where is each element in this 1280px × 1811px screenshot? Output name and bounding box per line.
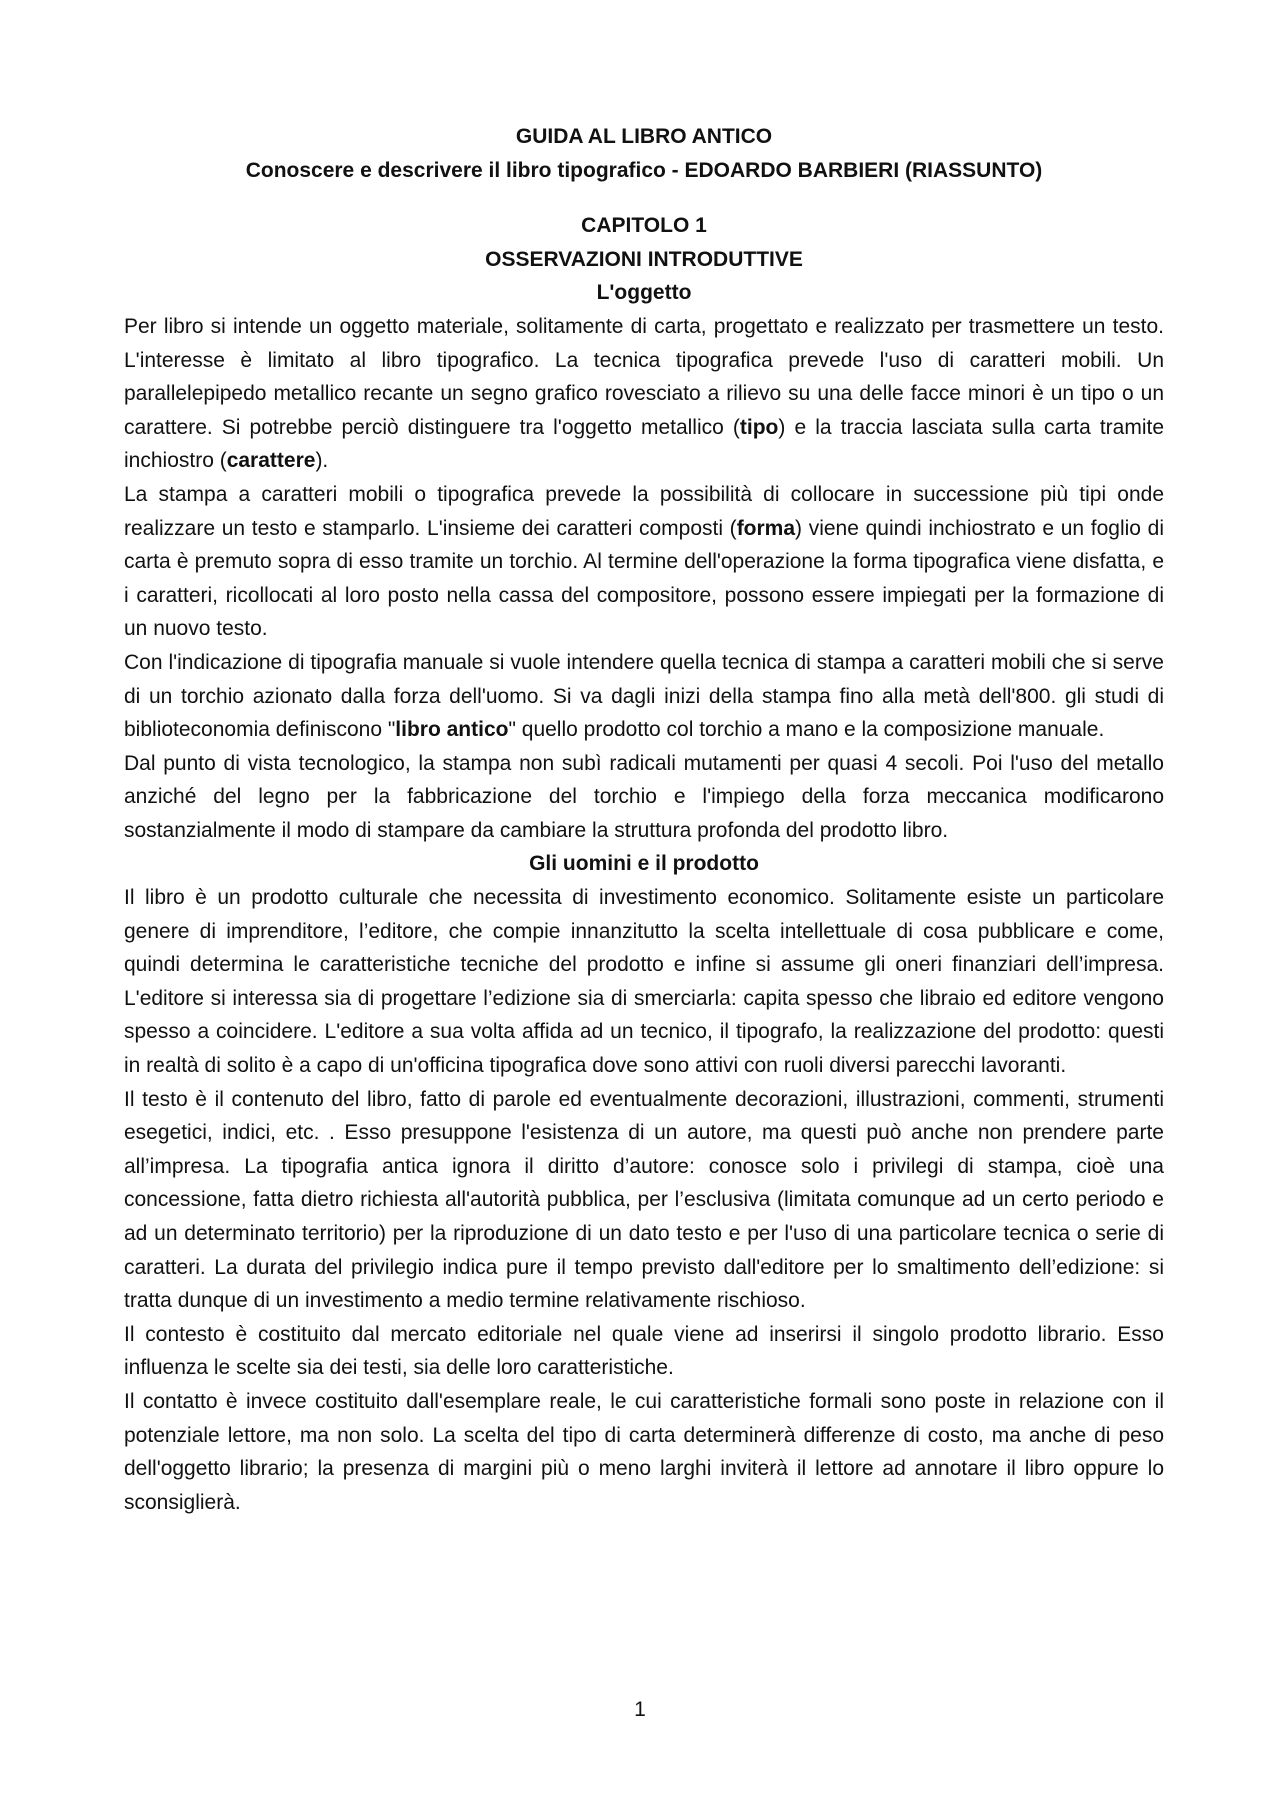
paragraph: Dal punto di vista tecnologico, la stampa non subì radicali mutamenti per quasi 4 secoli. Poi l'uso del metallo anziché del legno per la fabbricazione del torchio e l'impiego della forza meccanica modificarono sostanzialmente il modo di stampare da cambiare la struttura profonda del prodotto libro. [124,751,1164,842]
bold-term: libro antico [395,718,509,742]
paragraph: Per libro si intende un oggetto materiale, solitamente di carta, progettato e realizzato per trasmettere un testo. L'interesse è limitato al libro tipografico. La tecnica tipografica prevede l'uso di caratteri mobili. Un parallelepipedo metallico recante un segno grafico rovesciato a rilievo su una delle facce minori è un tipo o un carattere. Si potrebbe perciò distinguere tra l'oggetto metallico (tipo) e la traccia lasciata sulla carta tramite inchiostro (carattere). [124,314,1164,473]
section-heading: Gli uomini e il prodotto [529,852,759,876]
paragraph: Il libro è un prodotto culturale che necessita di investimento economico. Solitamente esiste un particolare genere di imprenditore, l’editore, che compie innanzitutto la scelta intellettuale di cosa pubblicare e come, quindi determina le caratteristiche tecniche del prodotto e infine si assume gli oneri finanziari dell’impresa. L'editore si interessa sia di progettare l’edizione sia di smerciarla: capita spesso che libraio ed editore vengono spesso a coincidere. L'editore a sua volta affida ad un tecnico, il tipografo, la realizzazione del prodotto: questi in realtà di solito è a capo di un'officina tipografica dove sono attivi con ruoli diversi parecchi lavoranti. [124,886,1164,1078]
document-body [124,120,1164,1519]
bold-term: forma [736,516,796,540]
page-number: 1 [634,1698,646,1721]
bold-term: tipo [739,415,779,439]
paragraph: Il testo è il contenuto del libro, fatto di parole ed eventualmente decorazioni, illustrazioni, commenti, strumenti esegetici, indici, etc. . Esso presuppone l'esistenza di un autore, ma questi può anche non prendere parte all’impresa. La tipografia antica ignora il diritto d’autore: conosce solo i privilegi di stampa, cioè una concessione, fatta dietro richiesta all'autorità pubblica, per l’esclusiva (limitata comunque ad un certo periodo e ad un determinato territorio) per la riproduzione di un dato testo e per l'uso di una particolare tecnica o serie di caratteri. La durata del privilegio indica pure il tempo previsto dall'editore per lo smaltimento dell’edizione: si tratta dunque di un investimento a medio termine relativamente rischioso. [124,1087,1164,1313]
paragraph: Il contatto è invece costituito dall'esemplare reale, le cui caratteristiche formali sono poste in relazione con il potenziale lettore, ma non solo. La scelta del tipo di carta determinerà differenze di costo, ma anche di peso dell'oggetto librario; la presenza di margini più o meno larghi inviterà il lettore ad annotare il libro oppure lo sconsiglierà. [124,1389,1164,1514]
document-title: GUIDA AL LIBRO ANTICO [515,125,773,148]
bold-term: carattere [226,449,316,473]
paragraph: Il contesto è costituito dal mercato editoriale nel quale viene ad inserirsi il singolo prodotto librario. Esso influenza le scelte sia dei testi, sia delle loro caratteristiche. [124,1322,1164,1380]
chapter-title: OSSERVAZIONI INTRODUTTIVE [485,247,803,271]
section-heading: L'oggetto [596,281,692,305]
chapter-number: CAPITOLO 1 [581,214,707,238]
paragraph: La stampa a caratteri mobili o tipografica prevede la possibilità di collocare in successione più tipi onde realizzare un testo e stamparlo. L'insieme dei caratteri composti (forma) viene quindi inchiostrato e un foglio di carta è premuto sopra di esso tramite un torchio. Al termine dell'operazione la forma tipografica viene disfatta, e i caratteri, ricollocati al loro posto nella cassa del compositore, possono essere impiegati per la formazione di un nuovo testo. [124,482,1164,641]
document-subtitle: Conoscere e descrivere il libro tipografico - EDOARDO BARBIERI (RIASSUNTO) [245,158,1043,182]
paragraph: Con l'indicazione di tipografia manuale si vuole intendere quella tecnica di stampa a caratteri mobili che si serve di un torchio azionato dalla forza dell'uomo. Si va dagli inizi della stampa fino alla metà dell'800. gli studi di biblioteconomia definiscono "libro antico" quello prodotto col torchio a mano e la composizione manuale. [124,650,1164,742]
